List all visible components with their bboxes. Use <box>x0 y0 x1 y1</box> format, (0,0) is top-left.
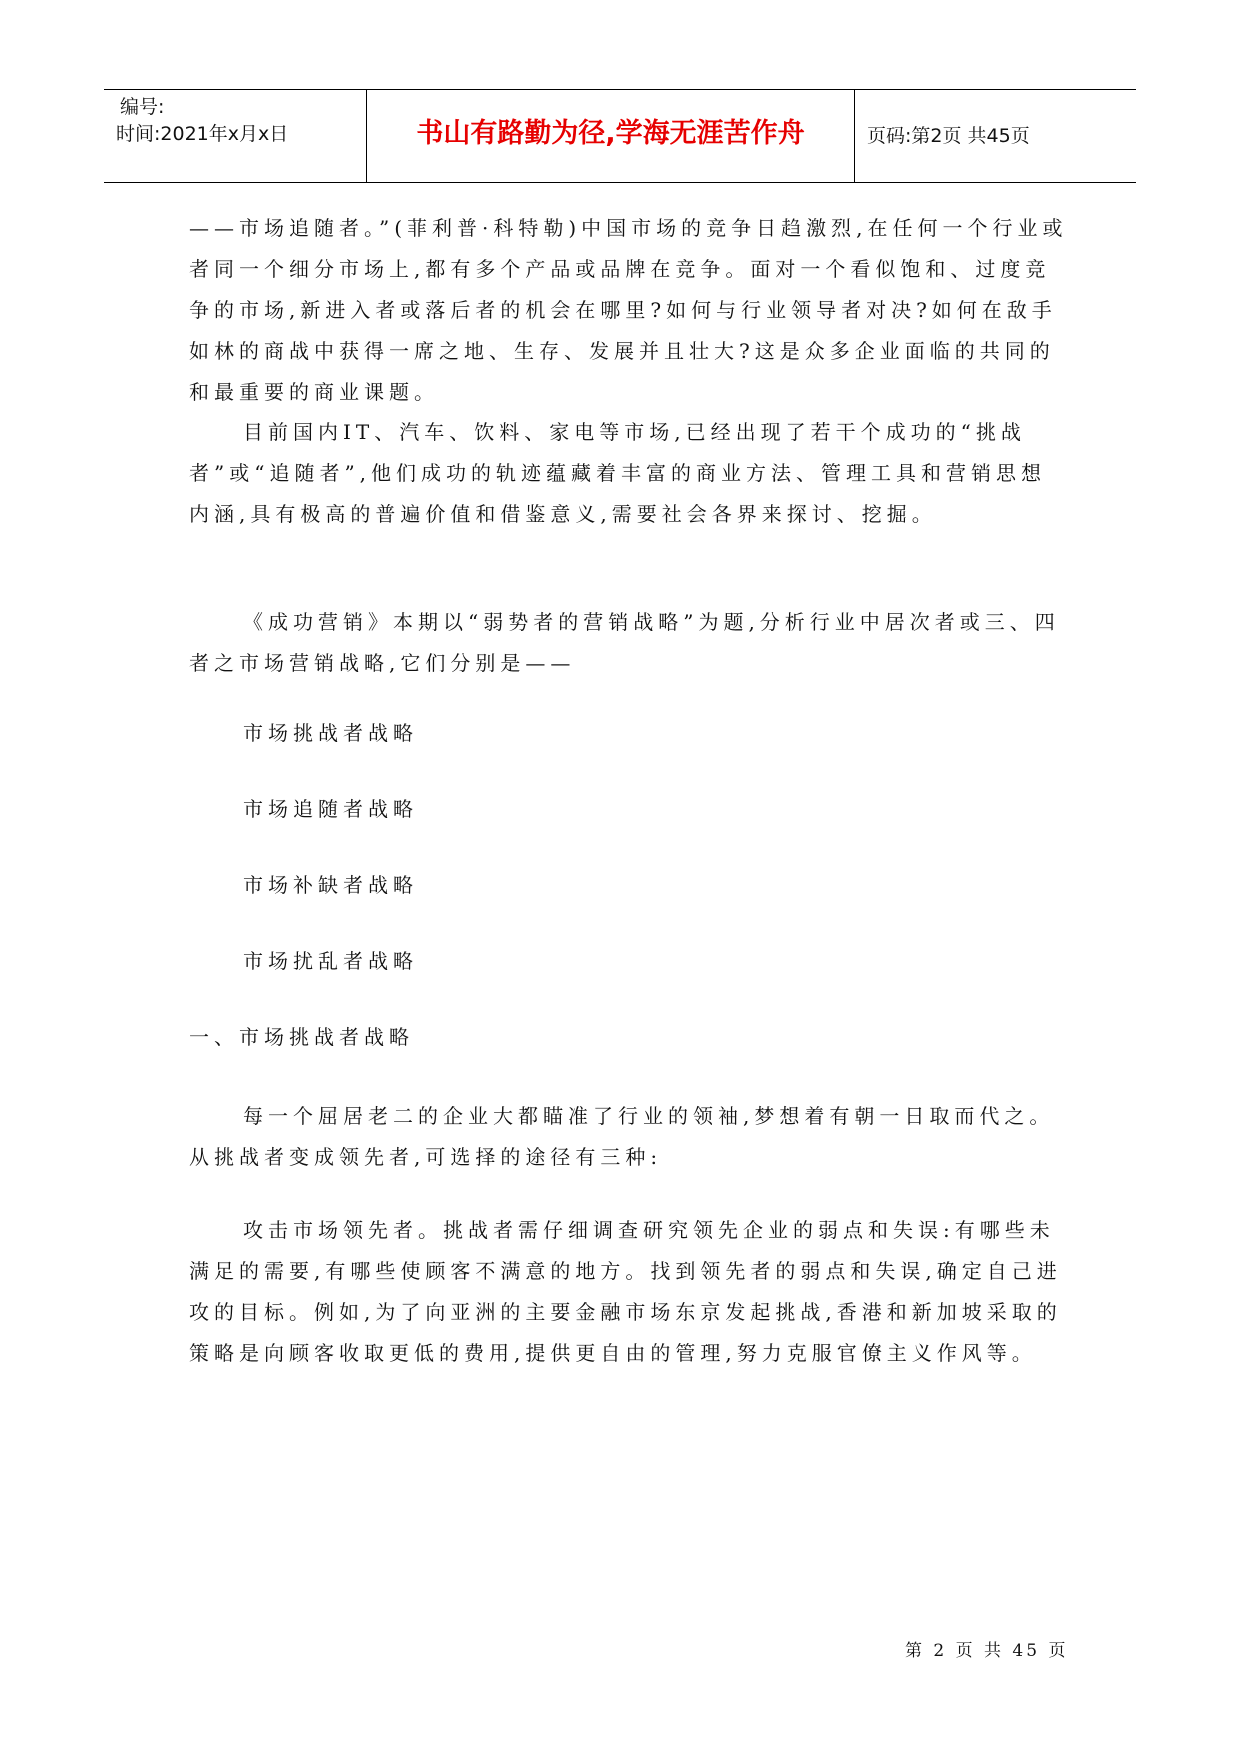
strategy-list-item-2: 市场追随者战略 <box>243 797 418 821</box>
header-motto-cell <box>367 90 855 182</box>
body-paragraph-1: ——市场追随者。”(菲利普·科特勒)中国市场的竞争日趋激烈,在任何一个行业或者同一个细分市场上,都有多个产品或品牌在竞争。面对一个看似饱和、过度竞争的市场,新进入者或落后者的机会在哪里?如何与行业领导者对决?如何在敌手如林的商战中获得一席之地、生存、发展并且壮大?这是众多企业面临的共同的和最重要的商业课题。 <box>189 216 1068 404</box>
header-page-code: 页码:第2页 共45页 <box>867 125 1030 147</box>
document-number-label: 编号: <box>120 96 165 118</box>
document-time-label: 时间:2021年x月x日 <box>116 123 289 145</box>
body-paragraph-3: 《成功营销》本期以“弱势者的营销战略”为题,分析行业中居次者或三、四者之市场营销战略,它们分别是—— <box>189 610 1060 675</box>
document-header <box>104 89 1136 183</box>
header-info-cell <box>104 90 367 182</box>
header-page-cell <box>855 90 1136 182</box>
body-paragraph-2: 目前国内IT、汽车、饮料、家电等市场,已经出现了若干个成功的“挑战者”或“追随者”,他们成功的轨迹蕴藏着丰富的商业方法、管理工具和营销思想内涵,具有极高的普遍价值和借鉴意义,需要社会各界来探讨、挖掘。 <box>189 420 1047 526</box>
strategy-list-item-1: 市场挑战者战略 <box>243 721 418 745</box>
page-footer: 第 2 页 共 45 页 <box>905 1641 1069 1661</box>
body-paragraph-4: 每一个屈居老二的企业大都瞄准了行业的领袖,梦想着有朝一日取而代之。从挑战者变成领先者,可选择的途径有三种: <box>189 1104 1055 1169</box>
section-heading-1: 一、市场挑战者战略 <box>189 1025 414 1049</box>
strategy-list-item-3: 市场补缺者战略 <box>243 873 418 897</box>
body-paragraph-5: 攻击市场领先者。挑战者需仔细调查研究领先企业的弱点和失误:有哪些未满足的需要,有哪些使顾客不满意的地方。找到领先者的弱点和失误,确定自己进攻的目标。例如,为了向亚洲的主要金融市场东京发起挑战,香港和新加坡采取的策略是向顾客收取更低的费用,提供更自由的管理,努力克服官僚主义作风等。 <box>189 1218 1062 1365</box>
header-motto: 书山有路勤为径,学海无涯苦作舟 <box>416 118 805 149</box>
strategy-list-item-4: 市场扰乱者战略 <box>243 949 418 973</box>
